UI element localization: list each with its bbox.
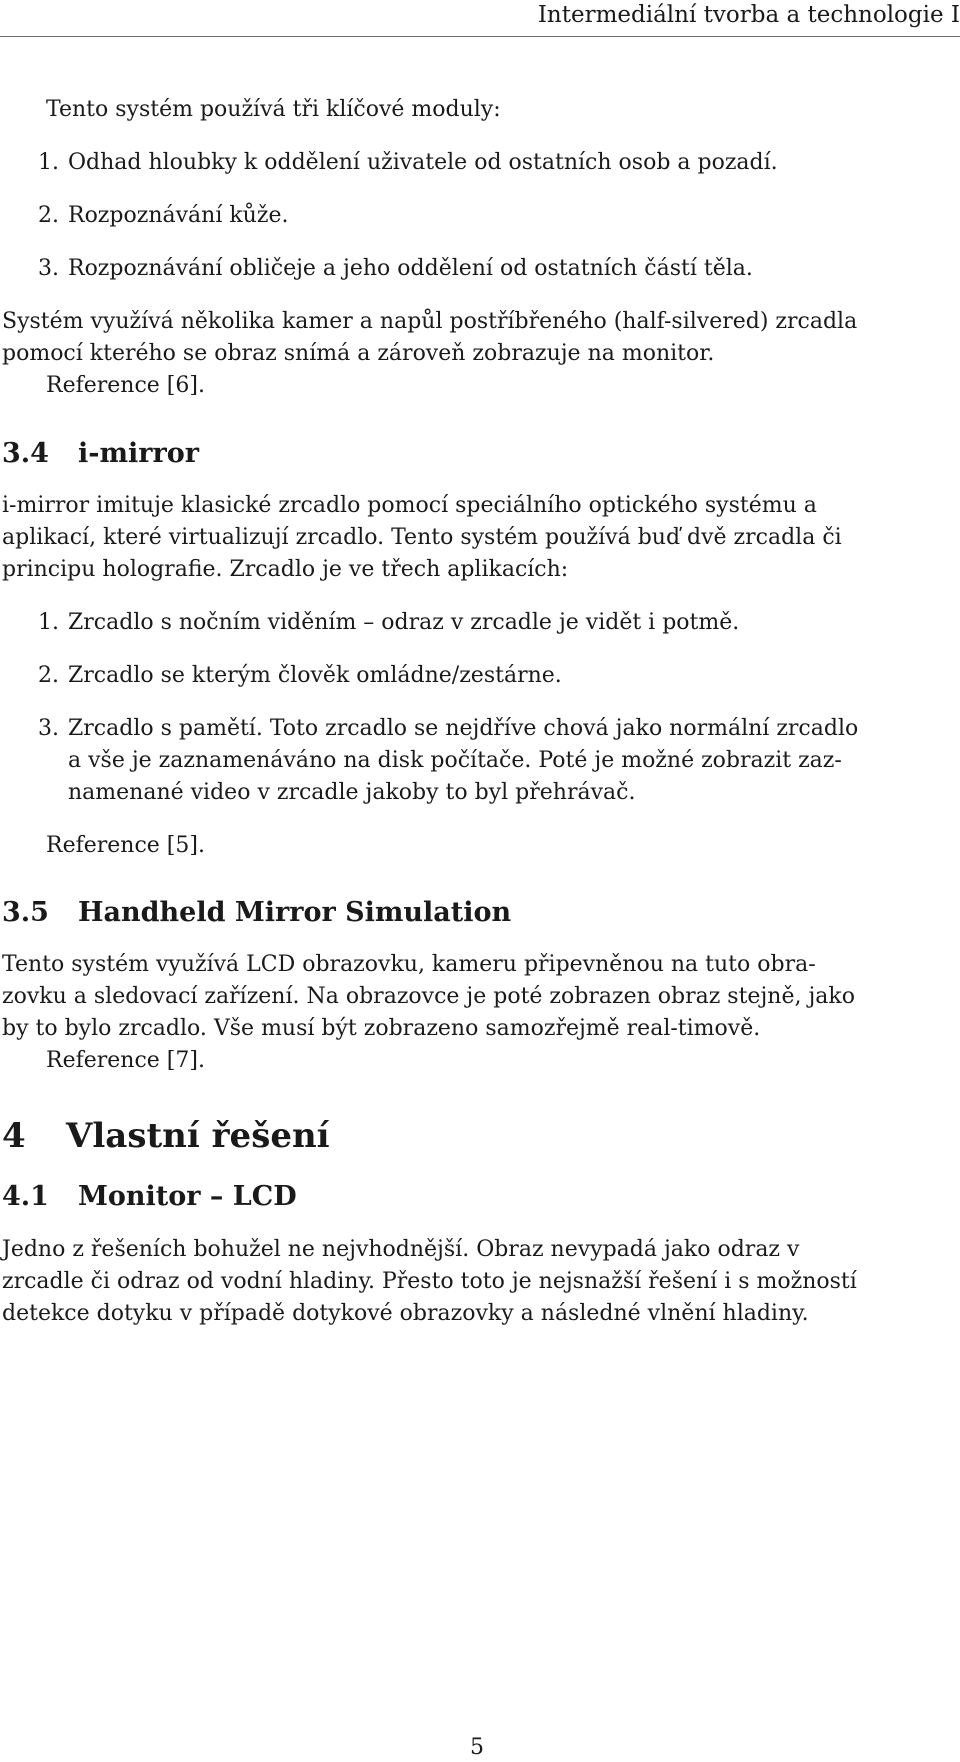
running-header	[0, 0, 960, 37]
section-heading-3-4	[2, 437, 199, 471]
list-item-text: namenané video v zrcadle jakoby to byl přehrávač.	[68, 780, 636, 805]
paragraph-line: by to bylo zrcadlo. Vše musí být zobrazeno samozřejmě real-timově.	[2, 1016, 761, 1041]
list-item	[38, 714, 858, 744]
section-title: Handheld Mirror Simulation	[78, 897, 512, 928]
list-item-text: Rozpoznávání obličeje a jeho oddělení od ostatních částí těla.	[68, 256, 753, 281]
list-item-text: Zrcadlo s pamětí. Toto zrcadlo se nejdříve chová jako normální zrcadlo	[68, 716, 859, 741]
paragraph-line: principu holografie. Zrcadlo je ve třech aplikacích:	[2, 557, 569, 582]
paragraph-line: i-mirror imituje klasické zrcadlo pomocí speciálního optického systému a	[2, 493, 817, 518]
paragraph-line: Systém využívá několika kamer a napůl postříbřeného (half-silvered) zrcadla	[2, 309, 858, 334]
chapter-heading-4	[2, 1115, 330, 1157]
section-number: 4.1	[2, 1181, 49, 1212]
list-item-number: 2.	[38, 203, 59, 228]
list-item-number: 3.	[38, 716, 59, 741]
list-item	[38, 254, 753, 284]
reference: Reference [5].	[46, 833, 205, 858]
list-item-number: 1.	[38, 150, 59, 175]
paragraph-line: aplikací, které virtualizují zrcadlo. Tento systém používá buď dvě zrcadla či	[2, 525, 842, 550]
paragraph-line: Tento systém využívá LCD obrazovku, kameru připevněnou na tuto obra-	[2, 952, 816, 977]
header-title: Intermediální tvorba a technologie I	[537, 2, 960, 28]
section-title: Monitor – LCD	[78, 1181, 297, 1212]
list-item-number: 3.	[38, 256, 59, 281]
list-item-number: 2.	[38, 663, 59, 688]
paragraph-line: zovku a sledovací zařízení. Na obrazovce je poté zobrazen obraz stejně, jako	[2, 984, 855, 1009]
page-number: 5	[470, 1735, 484, 1760]
reference: Reference [7].	[46, 1048, 205, 1073]
list-item-number: 1.	[38, 610, 59, 635]
list-item-text: Zrcadlo s nočním viděním – odraz v zrcadle je vidět i potmě.	[68, 610, 740, 635]
list-item-text: Zrcadlo se kterým člověk omládne/zestárne.	[68, 663, 562, 688]
list-item	[38, 201, 288, 231]
list-item	[38, 608, 739, 638]
paragraph-line: Jedno z řešeních bohužel ne nejvhodnější. Obraz nevypadá jako odraz v	[2, 1237, 800, 1262]
chapter-title: Vlastní řešení	[66, 1116, 330, 1156]
section-number: 3.4	[2, 438, 49, 469]
reference: Reference [6].	[46, 373, 205, 398]
section-title: i-mirror	[78, 438, 199, 469]
section-heading-3-5	[2, 896, 511, 930]
paragraph-line: zrcadle či odraz od vodní hladiny. Přesto toto je nejsnažší řešení i s možností	[2, 1269, 857, 1294]
list-item	[38, 661, 562, 691]
section-number: 3.5	[2, 897, 49, 928]
paragraph-line: detekce dotyku v případě dotykové obrazovky a následné vlnění hladiny.	[2, 1301, 809, 1326]
list-item-text: Rozpoznávání kůže.	[68, 203, 289, 228]
paragraph-line: pomocí kterého se obraz snímá a zároveň zobrazuje na monitor.	[2, 341, 715, 366]
intro-lead: Tento systém používá tři klíčové moduly:	[46, 97, 501, 122]
section-heading-4-1	[2, 1180, 297, 1214]
list-item-text: a vše je zaznamenáváno na disk počítače. Poté je možné zobrazit zaz-	[68, 748, 842, 773]
list-item-text: Odhad hloubky k oddělení uživatele od ostatních osob a pozadí.	[68, 150, 778, 175]
chapter-number: 4	[2, 1116, 26, 1156]
list-item	[38, 148, 778, 178]
